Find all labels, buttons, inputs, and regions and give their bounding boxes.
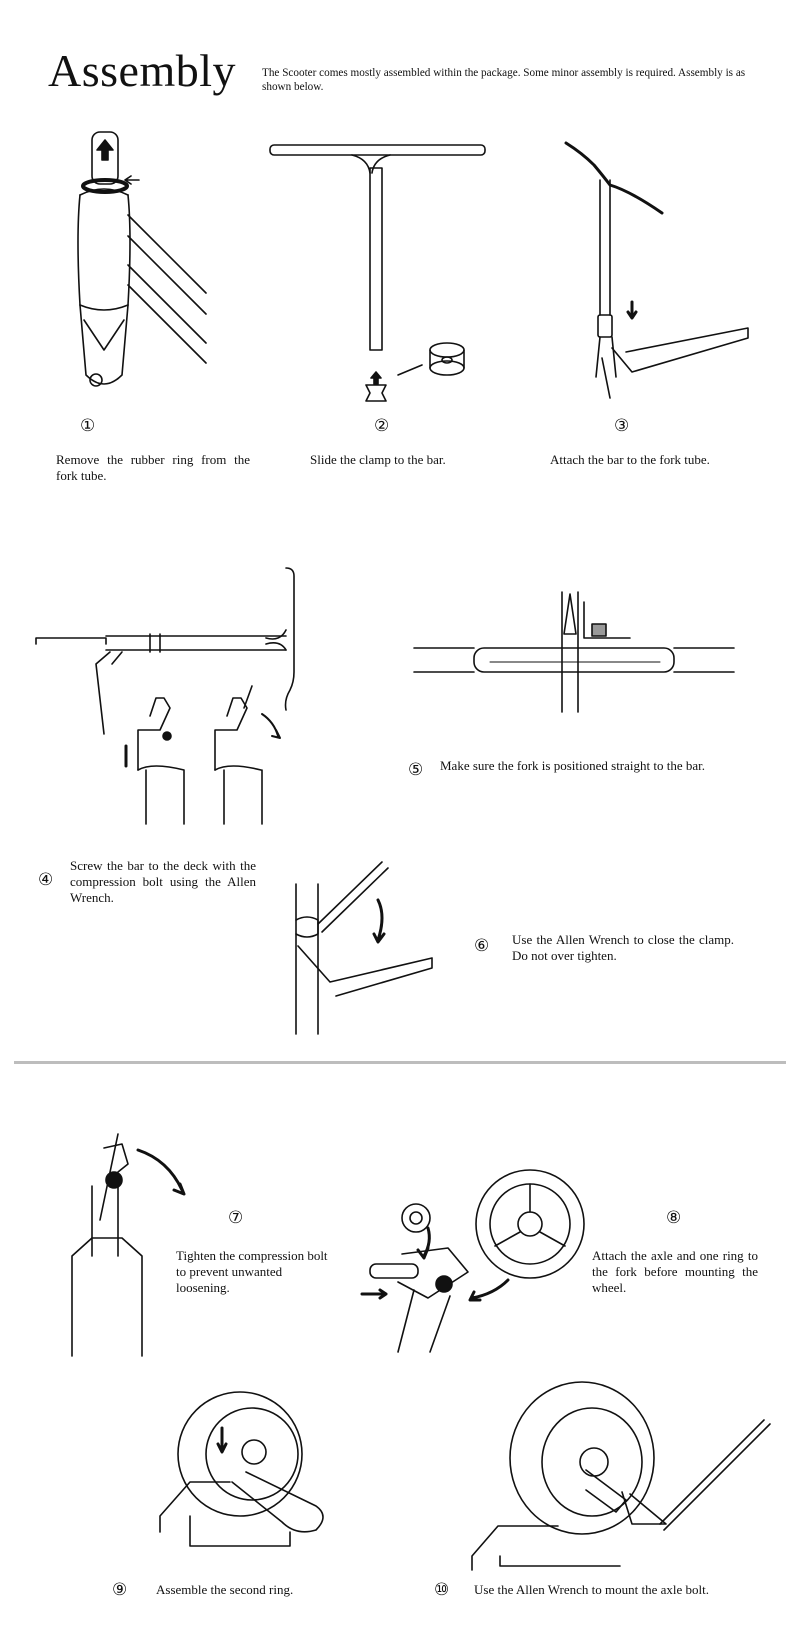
step-1-number: ① bbox=[80, 416, 96, 436]
illustration-step-6 bbox=[296, 862, 432, 1034]
step-9-number: ⑨ bbox=[112, 1580, 128, 1600]
step-5-caption: Make sure the fork is positioned straight to the bar. bbox=[440, 758, 706, 773]
illustration-step-9 bbox=[160, 1392, 323, 1546]
step-6-number: ⑥ bbox=[474, 936, 490, 956]
illustration-step-4 bbox=[36, 568, 294, 824]
illustration-step-2 bbox=[270, 145, 485, 401]
step-4-caption: Screw the bar to the deck with the compression bolt using the Allen Wrench. bbox=[70, 858, 256, 905]
step-7-number: ⑦ bbox=[228, 1208, 244, 1228]
step-1-caption: Remove the rubber ring from the fork tube. bbox=[56, 452, 250, 483]
section-divider bbox=[14, 1061, 786, 1064]
step-9-caption: Assemble the second ring. bbox=[156, 1582, 294, 1597]
step-4-number: ④ bbox=[38, 870, 54, 890]
illustration-step-1 bbox=[78, 132, 206, 386]
step-3-number: ③ bbox=[614, 416, 630, 436]
illustration-step-7 bbox=[72, 1134, 184, 1356]
step-7-caption: Tighten the compression bolt to prevent unwanted loosening. bbox=[176, 1248, 328, 1295]
step-2-caption: Slide the clamp to the bar. bbox=[310, 452, 446, 467]
step-8-number: ⑧ bbox=[666, 1208, 682, 1228]
step-2-number: ② bbox=[374, 416, 390, 436]
step-3-caption: Attach the bar to the fork tube. bbox=[550, 452, 710, 467]
step-10-caption: Use the Allen Wrench to mount the axle bolt. bbox=[474, 1582, 709, 1597]
illustration-step-8 bbox=[362, 1170, 584, 1352]
illustration-step-3 bbox=[566, 143, 748, 398]
intro-text: The Scooter comes mostly assembled within the package. Some minor assembly is required. Assembly is as shown below. bbox=[262, 67, 746, 93]
step-8-caption: Attach the axle and one ring to the fork before mounting the wheel. bbox=[592, 1248, 758, 1295]
step-6-caption: Use the Allen Wrench to close the clamp. Do not over tighten. bbox=[512, 932, 734, 963]
step-10-number: ⑩ bbox=[434, 1580, 450, 1600]
illustration-step-5 bbox=[414, 592, 734, 712]
step-5-number: ⑤ bbox=[408, 760, 424, 780]
illustration-step-10 bbox=[472, 1382, 770, 1570]
page-title: Assembly bbox=[48, 45, 236, 96]
